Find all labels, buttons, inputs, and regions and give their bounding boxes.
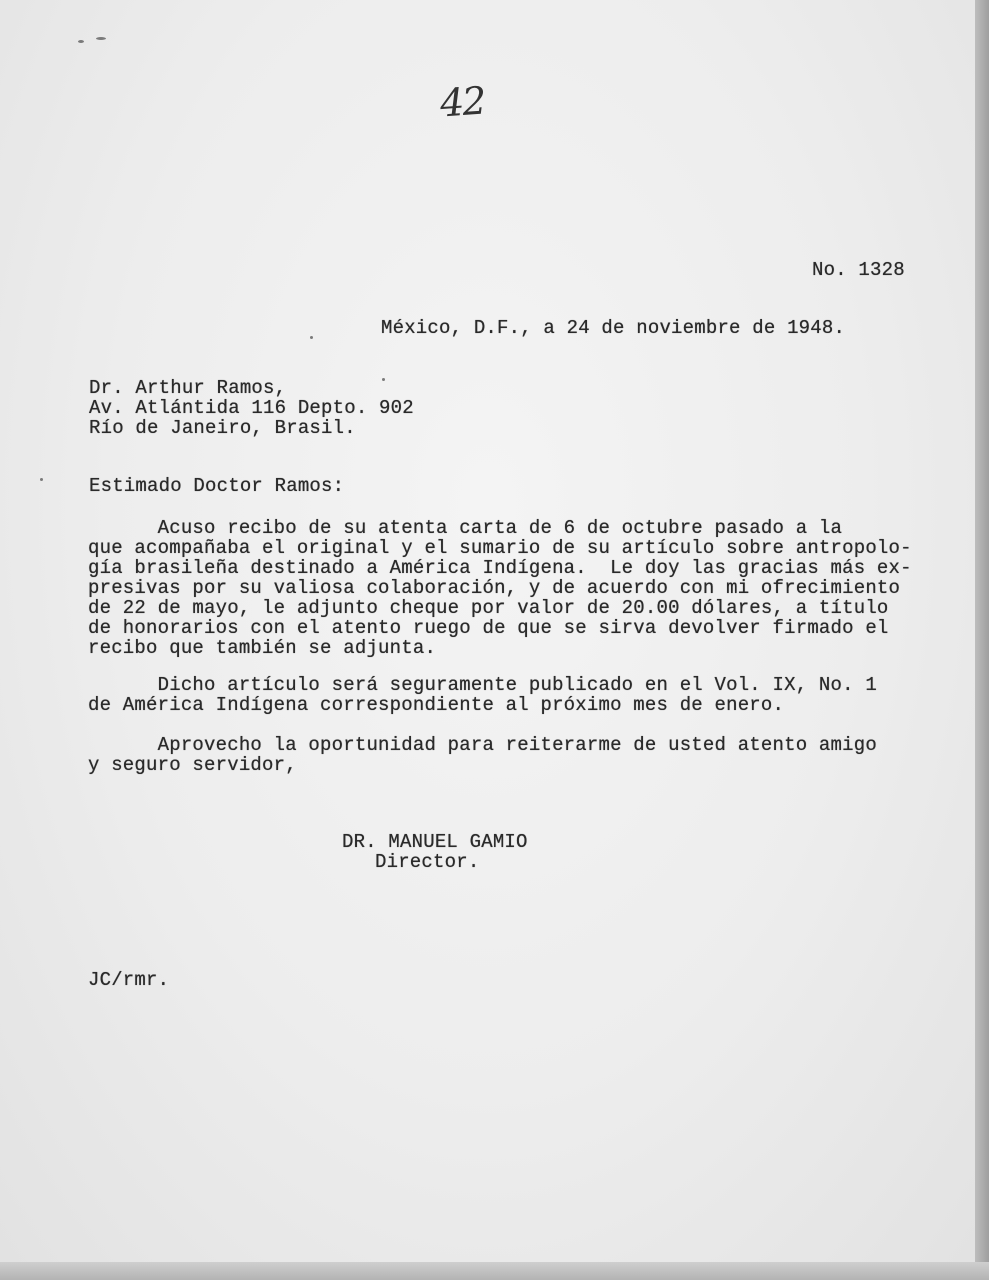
body-line: recibo que también se adjunta. <box>88 637 437 659</box>
scan-speck <box>382 378 385 381</box>
scan-edge-right <box>975 0 989 1280</box>
recipient-line: Dr. Arthur Ramos, <box>89 377 287 399</box>
scan-speck <box>78 40 84 43</box>
signature-name: DR. MANUEL GAMIO <box>342 831 528 853</box>
signature-title: Director. <box>375 851 480 873</box>
salutation: Estimado Doctor Ramos: <box>89 475 345 497</box>
body-line: Dicho artículo será seguramente publicado en el Vol. IX, No. 1 <box>88 674 877 696</box>
body-line: de América Indígena correspondiente al próximo mes de enero. <box>88 694 785 716</box>
body-line: Acuso recibo de su atenta carta de 6 de octubre pasado a la <box>88 517 843 539</box>
reference-number: No. 1328 <box>812 259 905 281</box>
body-line: de 22 de mayo, le adjunto cheque por valor de 20.00 dólares, a título <box>88 597 889 619</box>
body-line: y seguro servidor, <box>88 754 297 776</box>
scan-speck <box>40 478 43 481</box>
body-line: de honorarios con el atento ruego de que se sirva devolver firmado el <box>88 617 889 639</box>
recipient-line: Av. Atlántida 116 Depto. 902 <box>89 397 414 419</box>
place-date: México, D.F., a 24 de noviembre de 1948. <box>381 317 846 339</box>
scan-edge-bottom <box>0 1262 989 1280</box>
typist-initials: JC/rmr. <box>88 969 170 991</box>
body-line: presivas por su valiosa colaboración, y de acuerdo con mi ofrecimiento <box>88 577 901 599</box>
scan-speck <box>310 336 313 339</box>
handwritten-page-number: 42 <box>438 78 486 126</box>
body-line: Aprovecho la oportunidad para reiterarme de usted atento amigo <box>88 734 877 756</box>
body-line: que acompañaba el original y el sumario de su artículo sobre antropolo- <box>88 537 912 559</box>
recipient-line: Río de Janeiro, Brasil. <box>89 417 356 439</box>
scan-speck <box>96 37 106 40</box>
body-line: gía brasileña destinado a América Indígena. Le doy las gracias más ex- <box>88 557 912 579</box>
